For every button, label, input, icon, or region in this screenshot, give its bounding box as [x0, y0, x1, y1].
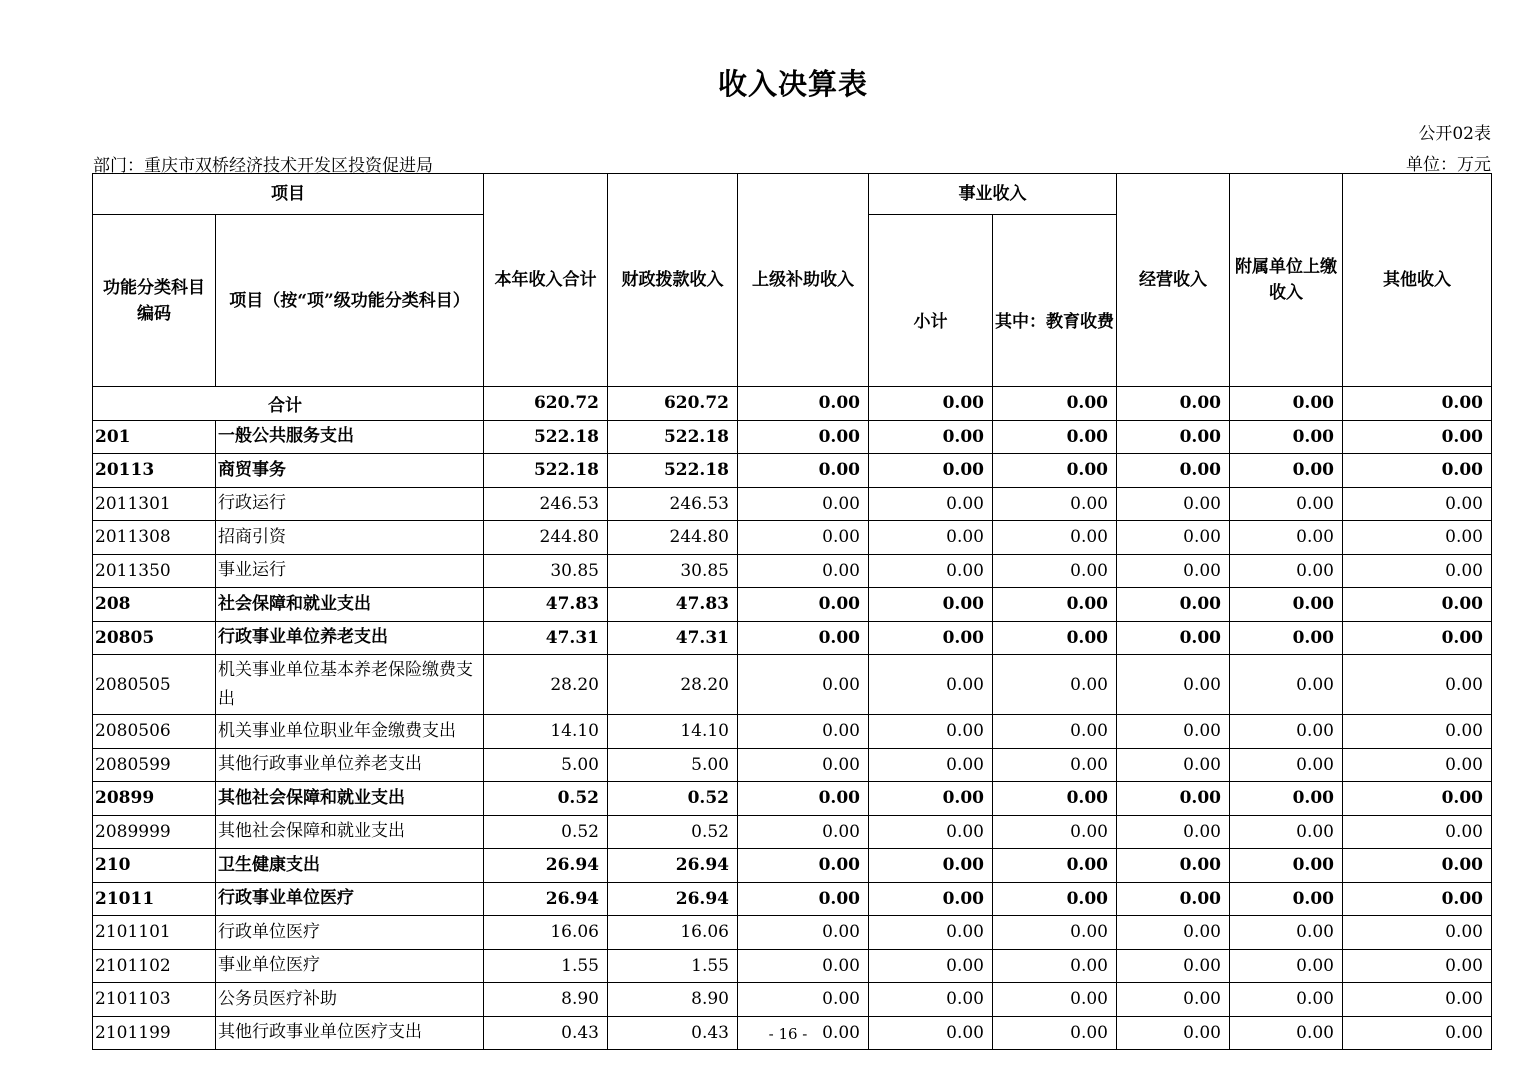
row-value: 0.00 [1343, 882, 1492, 916]
row-value: 47.31 [608, 621, 738, 655]
row-value: 0.00 [738, 949, 869, 983]
row-value: 0.00 [1343, 554, 1492, 588]
table-row [93, 949, 1492, 983]
row-value: 0.00 [738, 454, 869, 488]
row-value: 522.18 [484, 420, 608, 454]
total-label: 合计 [93, 387, 484, 421]
row-value: 0.00 [869, 882, 993, 916]
row-name: 卫生健康支出 [216, 849, 484, 883]
row-value: 0.00 [1117, 815, 1230, 849]
row-value: 0.00 [738, 588, 869, 622]
row-value: 0.00 [1343, 983, 1492, 1017]
row-code: 208 [93, 588, 216, 622]
row-code: 20899 [93, 782, 216, 816]
row-value: 0.00 [1230, 554, 1343, 588]
header-subtotal: 小计 [869, 215, 993, 387]
row-value: 0.00 [1230, 949, 1343, 983]
department-label: 部门：重庆市双桥经济技术开发区投资促进局 [93, 156, 433, 176]
row-value: 522.18 [608, 420, 738, 454]
row-value: 26.94 [484, 882, 608, 916]
row-value: 0.00 [869, 588, 993, 622]
row-name: 其他行政事业单位养老支出 [216, 748, 484, 782]
row-value: 0.00 [993, 949, 1117, 983]
row-value: 0.00 [1230, 621, 1343, 655]
row-value: 0.00 [1117, 849, 1230, 883]
row-value: 0.00 [1343, 916, 1492, 950]
row-value: 0.00 [738, 748, 869, 782]
page-number: - 16 - [768, 1025, 808, 1043]
row-value: 30.85 [484, 554, 608, 588]
table-row [93, 748, 1492, 782]
row-value: 0.00 [993, 882, 1117, 916]
row-value: 0.00 [1117, 715, 1230, 749]
row-value: 0.00 [1117, 655, 1230, 715]
row-code: 2080506 [93, 715, 216, 749]
row-value: 0.00 [869, 1016, 993, 1050]
row-value: 0.00 [993, 554, 1117, 588]
row-value: 0.00 [1343, 849, 1492, 883]
table-row [93, 916, 1492, 950]
row-name: 其他社会保障和就业支出 [216, 782, 484, 816]
table-row [93, 782, 1492, 816]
row-value: 0.00 [993, 588, 1117, 622]
row-value: 522.18 [608, 454, 738, 488]
row-value: 26.94 [484, 849, 608, 883]
row-value: 0.00 [993, 916, 1117, 950]
row-value: 47.31 [484, 621, 608, 655]
table-row [93, 849, 1492, 883]
header-func-code: 功能分类科目编码 [93, 215, 216, 387]
row-code: 2080505 [93, 655, 216, 715]
table-row [93, 420, 1492, 454]
row-value: 0.00 [869, 655, 993, 715]
header-item-name: 项目（按“项”级功能分类科目） [216, 215, 484, 387]
row-value: 0.00 [738, 815, 869, 849]
row-value: 0.00 [1117, 1016, 1230, 1050]
table-row [93, 715, 1492, 749]
row-value: 0.00 [1343, 454, 1492, 488]
total-cell: 0.00 [993, 387, 1117, 421]
row-value: 0.00 [1230, 521, 1343, 555]
total-cell: 0.00 [1343, 387, 1492, 421]
total-cell: 0.00 [869, 387, 993, 421]
table-row [93, 454, 1492, 488]
row-value: 0.00 [1117, 882, 1230, 916]
row-value: 0.00 [1117, 748, 1230, 782]
row-value: 26.94 [608, 849, 738, 883]
row-value: 0.00 [993, 1016, 1117, 1050]
row-value: 0.00 [738, 715, 869, 749]
row-value: 0.00 [1117, 588, 1230, 622]
row-value: 0.52 [484, 815, 608, 849]
row-value: 0.00 [1117, 621, 1230, 655]
row-value: 0.00 [1230, 916, 1343, 950]
row-value: 0.00 [993, 454, 1117, 488]
table-row [93, 554, 1492, 588]
row-value: 0.00 [993, 420, 1117, 454]
header-total-income: 本年收入合计 [484, 174, 608, 387]
row-value: 0.00 [869, 715, 993, 749]
row-code: 2011308 [93, 521, 216, 555]
row-value: 0.00 [993, 621, 1117, 655]
row-value: 0.00 [738, 1016, 869, 1050]
total-cell: 0.00 [738, 387, 869, 421]
row-name: 行政运行 [216, 487, 484, 521]
row-value: 0.00 [738, 782, 869, 816]
row-value: 0.00 [1343, 715, 1492, 749]
row-value: 0.00 [993, 849, 1117, 883]
row-value: 0.00 [738, 521, 869, 555]
row-value: 0.00 [738, 655, 869, 715]
row-value: 0.43 [608, 1016, 738, 1050]
row-value: 0.00 [1230, 782, 1343, 816]
row-value: 0.00 [738, 420, 869, 454]
row-value: 0.00 [869, 487, 993, 521]
row-value: 47.83 [608, 588, 738, 622]
row-value: 0.00 [1117, 454, 1230, 488]
row-value: 0.00 [1117, 782, 1230, 816]
row-value: 0.00 [1343, 521, 1492, 555]
row-value: 26.94 [608, 882, 738, 916]
row-value: 0.00 [1343, 655, 1492, 715]
row-value: 0.00 [993, 983, 1117, 1017]
row-value: 0.00 [1230, 655, 1343, 715]
header-business: 经营收入 [1117, 174, 1230, 387]
row-name: 事业单位医疗 [216, 949, 484, 983]
row-value: 0.00 [993, 521, 1117, 555]
row-value: 0.00 [993, 487, 1117, 521]
row-name: 其他社会保障和就业支出 [216, 815, 484, 849]
row-value: 0.00 [1343, 748, 1492, 782]
total-cell: 0.00 [1230, 387, 1343, 421]
row-value: 0.00 [738, 916, 869, 950]
row-value: 14.10 [608, 715, 738, 749]
row-value: 522.18 [484, 454, 608, 488]
row-value: 0.00 [869, 916, 993, 950]
total-cell: 0.00 [1117, 387, 1230, 421]
row-value: 244.80 [608, 521, 738, 555]
row-value: 0.00 [1230, 815, 1343, 849]
row-value: 0.00 [869, 748, 993, 782]
row-code: 210 [93, 849, 216, 883]
row-code: 20805 [93, 621, 216, 655]
row-value: 0.00 [1343, 420, 1492, 454]
row-value: 0.00 [993, 715, 1117, 749]
header-affiliated: 附属单位上缴收入 [1230, 174, 1343, 387]
table-row [93, 521, 1492, 555]
row-value: 1.55 [608, 949, 738, 983]
row-value: 0.00 [993, 748, 1117, 782]
row-value: 0.00 [869, 420, 993, 454]
row-value: 0.00 [993, 815, 1117, 849]
total-cell: 620.72 [484, 387, 608, 421]
row-code: 2101199 [93, 1016, 216, 1050]
row-value: 0.00 [1230, 1016, 1343, 1050]
row-value: 0.00 [993, 782, 1117, 816]
row-value: 0.00 [1230, 588, 1343, 622]
row-value: 0.00 [869, 815, 993, 849]
row-value: 246.53 [608, 487, 738, 521]
row-value: 0.00 [1230, 715, 1343, 749]
page-title: 收入决算表 [717, 67, 868, 101]
row-name: 社会保障和就业支出 [216, 588, 484, 622]
table-row [93, 815, 1492, 849]
table-row [93, 983, 1492, 1017]
row-code: 20113 [93, 454, 216, 488]
row-value: 0.00 [1343, 621, 1492, 655]
row-value: 0.00 [1117, 554, 1230, 588]
unit-label: 单位：万元 [1406, 155, 1491, 175]
row-code: 2011301 [93, 487, 216, 521]
row-name: 公务员医疗补助 [216, 983, 484, 1017]
table-row [93, 487, 1492, 521]
row-value: 0.00 [869, 621, 993, 655]
row-value: 0.00 [869, 782, 993, 816]
row-value: 0.00 [1117, 916, 1230, 950]
row-code: 201 [93, 420, 216, 454]
row-value: 16.06 [608, 916, 738, 950]
table-row [93, 882, 1492, 916]
row-value: 0.00 [869, 949, 993, 983]
row-value: 5.00 [484, 748, 608, 782]
row-value: 0.00 [1343, 782, 1492, 816]
header-other: 其他收入 [1343, 174, 1492, 387]
row-value: 0.00 [1230, 882, 1343, 916]
row-name: 机关事业单位职业年金缴费支出 [216, 715, 484, 749]
row-value: 5.00 [608, 748, 738, 782]
row-name: 一般公共服务支出 [216, 420, 484, 454]
row-value: 14.10 [484, 715, 608, 749]
row-value: 0.00 [993, 655, 1117, 715]
row-value: 47.83 [484, 588, 608, 622]
row-value: 0.00 [869, 554, 993, 588]
row-value: 0.00 [1343, 588, 1492, 622]
row-code: 2101102 [93, 949, 216, 983]
row-value: 0.00 [1230, 454, 1343, 488]
row-value: 0.52 [484, 782, 608, 816]
row-name: 事业运行 [216, 554, 484, 588]
row-name: 招商引资 [216, 521, 484, 555]
row-name: 机关事业单位基本养老保险缴费支出 [216, 655, 484, 715]
row-value: 28.20 [608, 655, 738, 715]
table-code: 公开02表 [1418, 124, 1491, 144]
row-value: 0.00 [1343, 949, 1492, 983]
row-value: 0.00 [869, 849, 993, 883]
row-value: 8.90 [608, 983, 738, 1017]
row-value: 0.00 [869, 983, 993, 1017]
row-value: 0.00 [1117, 420, 1230, 454]
header-fiscal: 财政拨款收入 [608, 174, 738, 387]
header-edu-fee: 其中：教育收费 [993, 215, 1117, 387]
row-value: 28.20 [484, 655, 608, 715]
row-value: 0.00 [1117, 487, 1230, 521]
row-name: 其他行政事业单位医疗支出 [216, 1016, 484, 1050]
row-value: 8.90 [484, 983, 608, 1017]
total-cell: 620.72 [608, 387, 738, 421]
row-value: 0.00 [1230, 487, 1343, 521]
row-value: 246.53 [484, 487, 608, 521]
row-value: 0.00 [1230, 748, 1343, 782]
header-superior-subsidy: 上级补助收入 [738, 174, 869, 387]
row-value: 16.06 [484, 916, 608, 950]
row-value: 0.00 [738, 487, 869, 521]
row-value: 0.52 [608, 782, 738, 816]
row-value: 0.00 [1343, 487, 1492, 521]
row-value: 30.85 [608, 554, 738, 588]
row-value: 0.43 [484, 1016, 608, 1050]
table-row [93, 655, 1492, 715]
row-value: 0.00 [869, 454, 993, 488]
row-value: 0.00 [738, 621, 869, 655]
row-value: 1.55 [484, 949, 608, 983]
row-value: 0.00 [1117, 949, 1230, 983]
row-value: 0.00 [1117, 983, 1230, 1017]
row-code: 2080599 [93, 748, 216, 782]
row-code: 2101103 [93, 983, 216, 1017]
income-table [92, 173, 1492, 1050]
table-row [93, 621, 1492, 655]
row-value: 0.00 [1117, 521, 1230, 555]
row-name: 商贸事务 [216, 454, 484, 488]
row-value: 0.00 [1230, 420, 1343, 454]
row-code: 2089999 [93, 815, 216, 849]
row-value: 0.00 [738, 983, 869, 1017]
row-value: 0.00 [869, 521, 993, 555]
row-value: 0.00 [738, 554, 869, 588]
row-code: 2101101 [93, 916, 216, 950]
row-name: 行政事业单位养老支出 [216, 621, 484, 655]
row-value: 0.00 [738, 849, 869, 883]
table-row [93, 588, 1492, 622]
row-value: 0.00 [738, 882, 869, 916]
row-name: 行政单位医疗 [216, 916, 484, 950]
row-code: 2011350 [93, 554, 216, 588]
row-value: 0.00 [1343, 1016, 1492, 1050]
row-value: 0.00 [1230, 983, 1343, 1017]
row-value: 0.00 [1343, 815, 1492, 849]
row-name: 行政事业单位医疗 [216, 882, 484, 916]
total-row [93, 387, 1492, 421]
row-value: 0.52 [608, 815, 738, 849]
row-value: 244.80 [484, 521, 608, 555]
row-code: 21011 [93, 882, 216, 916]
header-career-income: 事业收入 [869, 174, 1117, 215]
header-project: 项目 [93, 174, 484, 215]
row-value: 0.00 [1230, 849, 1343, 883]
